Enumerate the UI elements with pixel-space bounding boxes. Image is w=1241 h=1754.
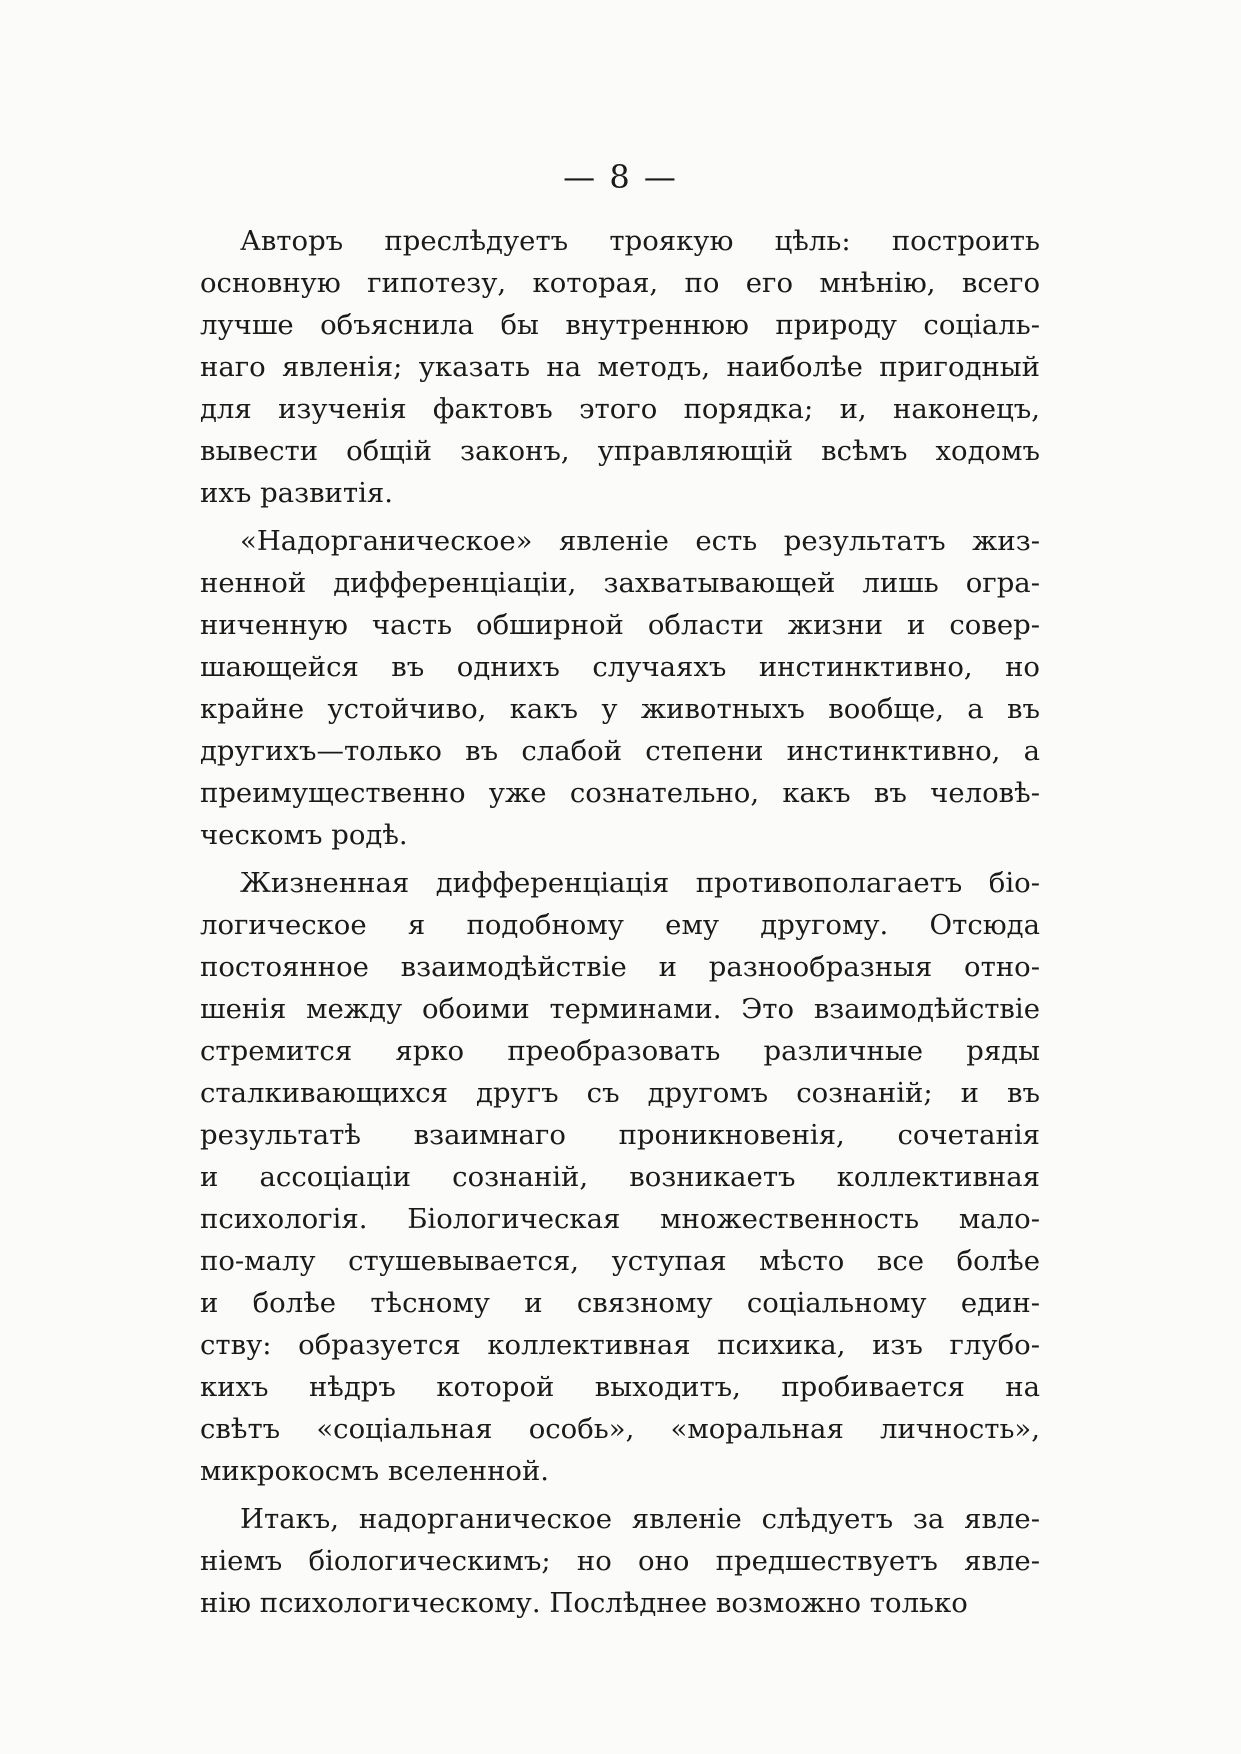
text-line: психологія. Біологическая множественность мало- (200, 1203, 1040, 1235)
text-line: Итакъ, надорганическое явленіе слѣдуетъ за явле- (240, 1503, 1040, 1535)
text-line: результатѣ взаимнаго проникновенія, сочетанія (200, 1119, 1040, 1151)
text-line: и болѣе тѣсному и связному соціальному един- (200, 1287, 1040, 1319)
text-line: постоянное взаимодѣйствіе и разнообразныя отно- (200, 951, 1040, 983)
text-line: основную гипотезу, которая, по его мнѣнію, всего (200, 267, 1040, 299)
text-line: лучше объяснила бы внутреннюю природу соціаль- (200, 309, 1040, 341)
text-line: Жизненная дифференціація противополагаетъ біо- (240, 867, 1040, 899)
text-line: «Надорганическое» явленіе есть результатъ жиз- (240, 525, 1040, 557)
text-line: шенія между обоими терминами. Это взаимодѣйствіе (200, 993, 1040, 1025)
text-line: по-малу стушевывается, уступая мѣсто все болѣе (200, 1245, 1040, 1277)
text-line: ихъ развитія. (200, 477, 393, 509)
text-line: ненной дифференціаціи, захватывающей лишь огра- (200, 567, 1040, 599)
text-line: кихъ нѣдръ которой выходитъ, пробивается на (200, 1371, 1040, 1403)
paragraph-1 (200, 220, 1040, 514)
body-text (200, 220, 1040, 1624)
text-line: Авторъ преслѣдуетъ троякую цѣль: построить (240, 225, 1040, 257)
text-line: ниченную часть обширной области жизни и совер- (200, 609, 1040, 641)
text-line: стремится ярко преобразовать различные ряды (200, 1035, 1040, 1067)
text-line: ству: образуется коллективная психика, изъ глубо- (200, 1329, 1040, 1361)
text-line: сталкивающихся другъ съ другомъ сознаній; и въ (200, 1077, 1040, 1109)
paragraph-4 (200, 1498, 1040, 1624)
page-number: — 8 — (563, 158, 678, 196)
text-line: шающейся въ однихъ случаяхъ инстинктивно, но (200, 651, 1040, 683)
text-line: микрокосмъ вселенной. (200, 1455, 550, 1487)
text-line: другихъ—только въ слабой степени инстинктивно, а (200, 735, 1040, 767)
paragraph-2 (200, 520, 1040, 856)
text-line: и ассоціаціи сознаній, возникаетъ коллективная (200, 1161, 1040, 1193)
text-line: свѣтъ «соціальная особь», «моральная личность», (200, 1413, 1040, 1445)
text-line: логическое я подобному ему другому. Отсюда (200, 909, 1040, 941)
text-line: ческомъ родѣ. (200, 819, 408, 851)
paragraph-3 (200, 862, 1040, 1492)
text-line: наго явленія; указать на методъ, наиболѣе пригодный (200, 351, 1040, 383)
text-line: преимущественно уже сознательно, какъ въ человѣ- (200, 777, 1040, 809)
text-line: вывести общій законъ, управляющій всѣмъ ходомъ (200, 435, 1040, 467)
text-line: для изученія фактовъ этого порядка; и, наконецъ, (200, 393, 1040, 425)
text-line: крайне устойчиво, какъ у животныхъ вообще, а въ (200, 693, 1040, 725)
text-line: нію психологическому. Послѣднее возможно только (200, 1587, 968, 1619)
text-line: ніемъ біологическимъ; но оно предшествуетъ явле- (200, 1545, 1040, 1577)
